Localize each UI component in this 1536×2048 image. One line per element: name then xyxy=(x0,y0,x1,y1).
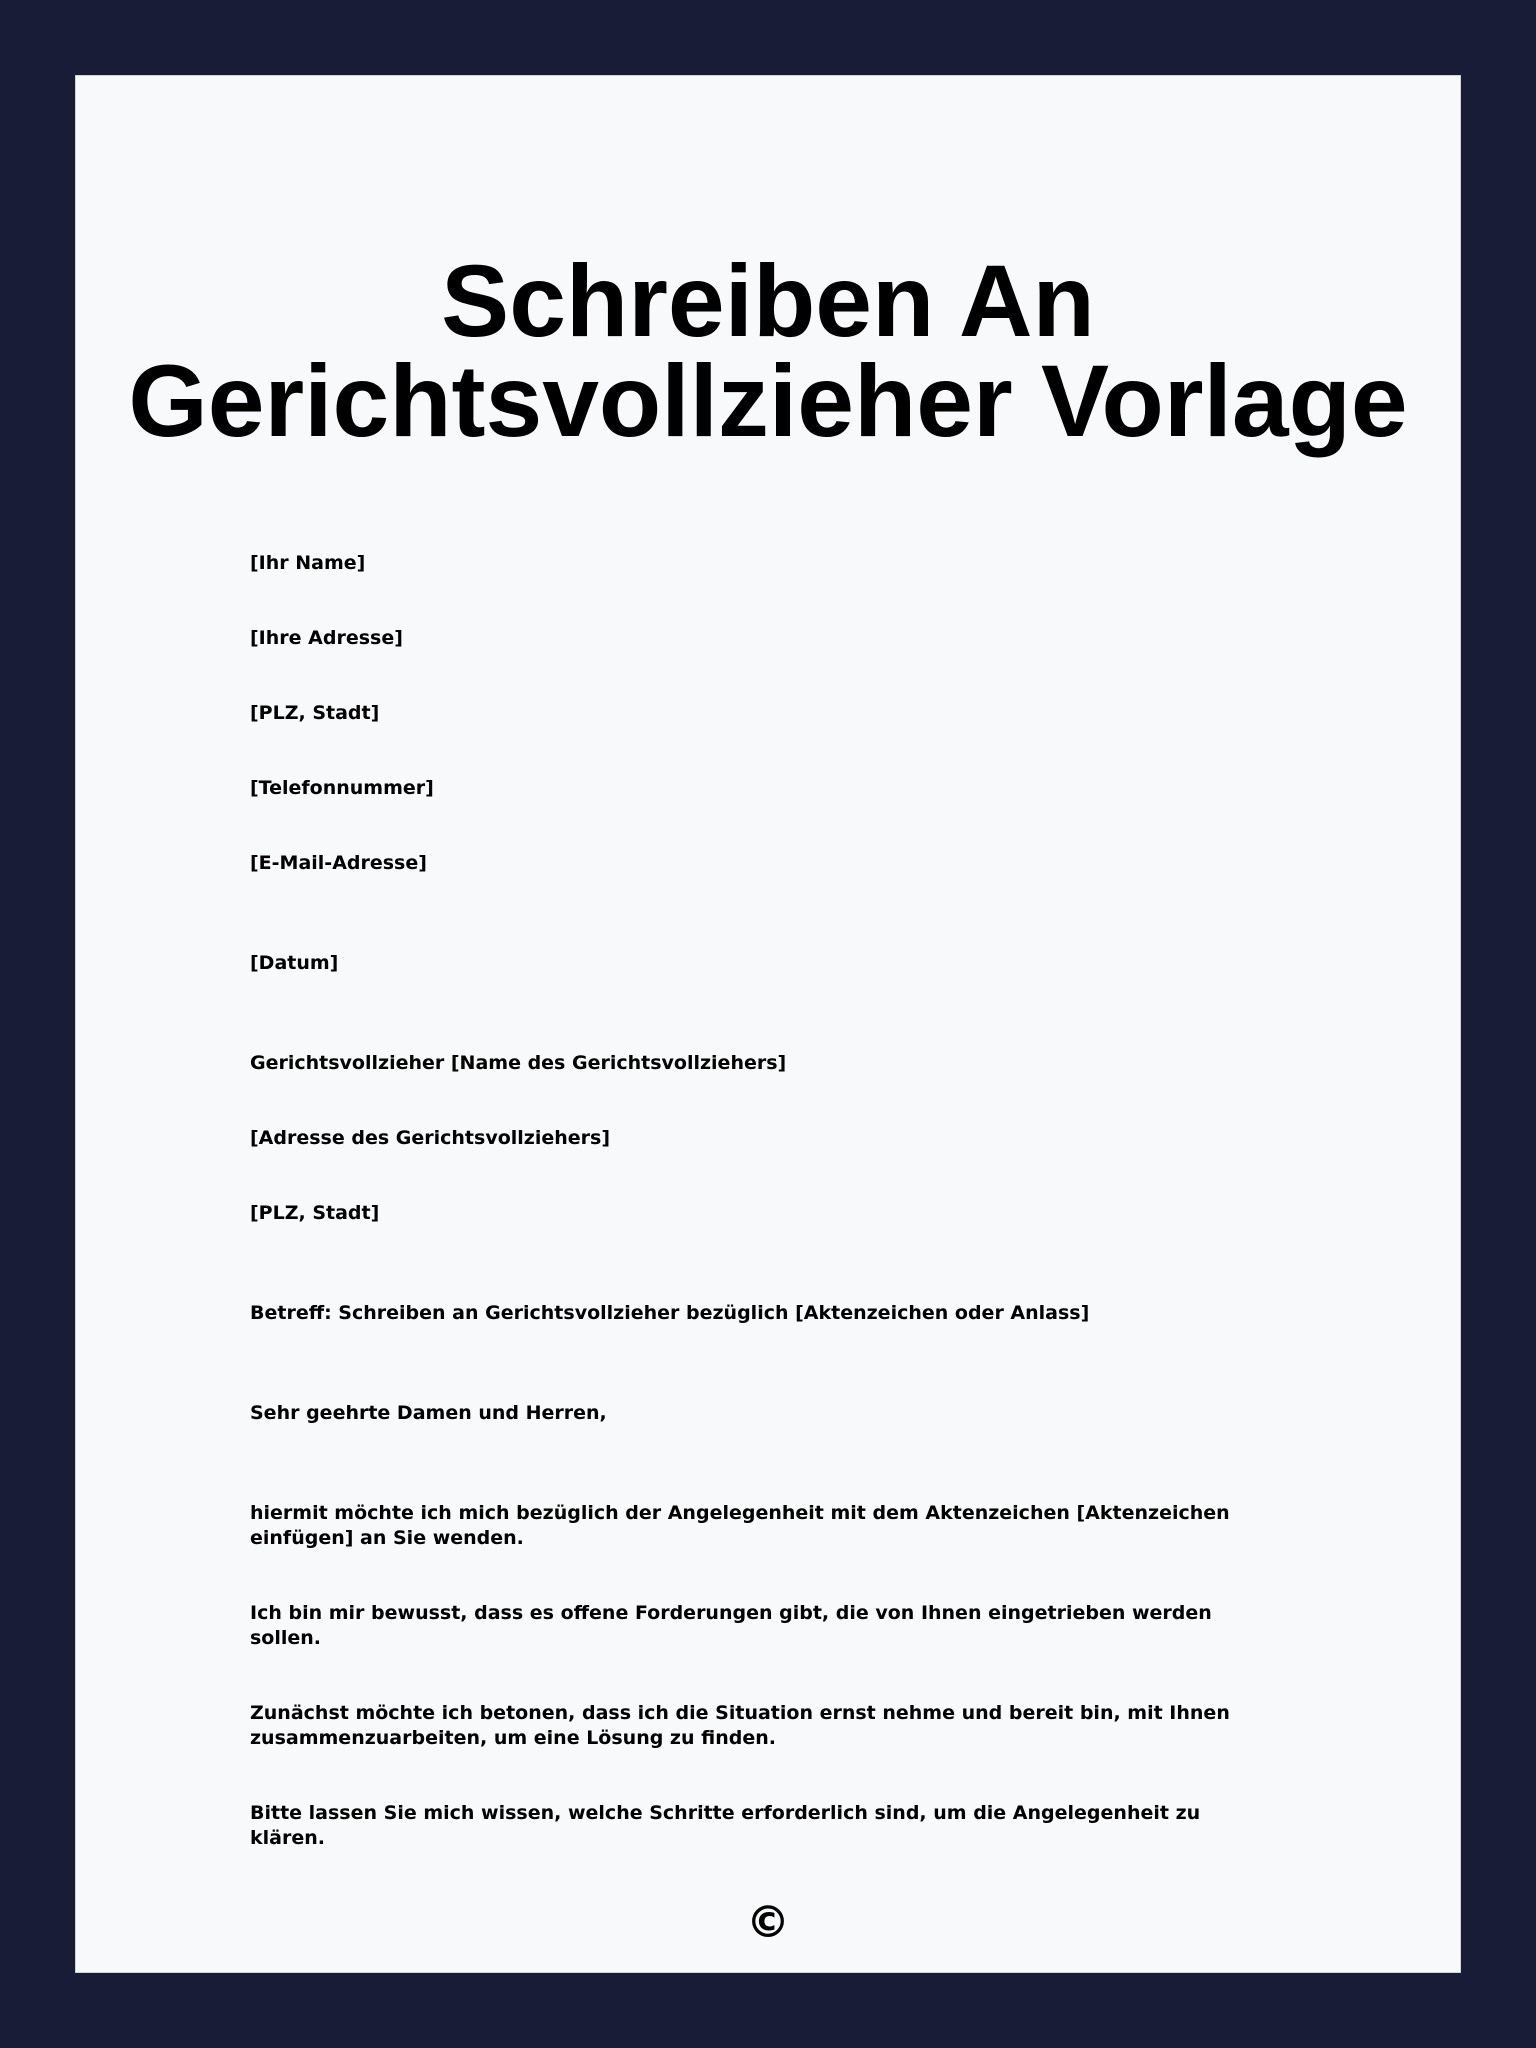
page-title-line-1: Schreiben An xyxy=(441,244,1095,358)
body-paragraph: Bitte lassen Sie mich wissen, welche Schritte erforderlich sind, um die Angelegenheit zu klären. xyxy=(250,1802,1201,1849)
body-paragraph: hiermit möchte ich mich bezüglich der Angelegenheit mit dem Aktenzeichen [Aktenzeichen einfügen] an Sie wenden. xyxy=(250,1502,1230,1549)
body-paragraph: Ich bin mir bewusst, dass es offene Forderungen gibt, die von Ihnen eingetrieben werden sollen. xyxy=(250,1602,1212,1649)
recipient-name: Gerichtsvollzieher [Name des Gerichtsvollziehers] xyxy=(250,1052,787,1074)
recipient-city: [PLZ, Stadt] xyxy=(250,1202,380,1224)
sender-address: [Ihre Adresse] xyxy=(250,627,403,649)
salutation: Sehr geehrte Damen und Herren, xyxy=(250,1402,607,1424)
body-paragraph: Zunächst möchte ich betonen, dass ich die Situation ernst nehme und bereit bin, mit Ihnen zusammenzuarbeiten, um eine Lösung zu finden. xyxy=(250,1702,1230,1749)
sender-phone: [Telefonnummer] xyxy=(250,777,434,799)
recipient-address: [Adresse des Gerichtsvollziehers] xyxy=(250,1127,611,1149)
sender-email: [E-Mail-Adresse] xyxy=(250,852,427,874)
subject-line: Betreff: Schreiben an Gerichtsvollzieher bezüglich [Aktenzeichen oder Anlass] xyxy=(250,1302,1090,1324)
sender-city: [PLZ, Stadt] xyxy=(250,702,380,724)
copyright-icon: © xyxy=(746,1897,790,1948)
sender-name: [Ihr Name] xyxy=(250,552,366,574)
page-title xyxy=(76,244,1460,458)
document-page xyxy=(75,75,1461,1973)
letter-date: [Datum] xyxy=(250,952,339,974)
page-title-line-2: Gerichtsvollzieher Vorlage xyxy=(128,344,1408,458)
